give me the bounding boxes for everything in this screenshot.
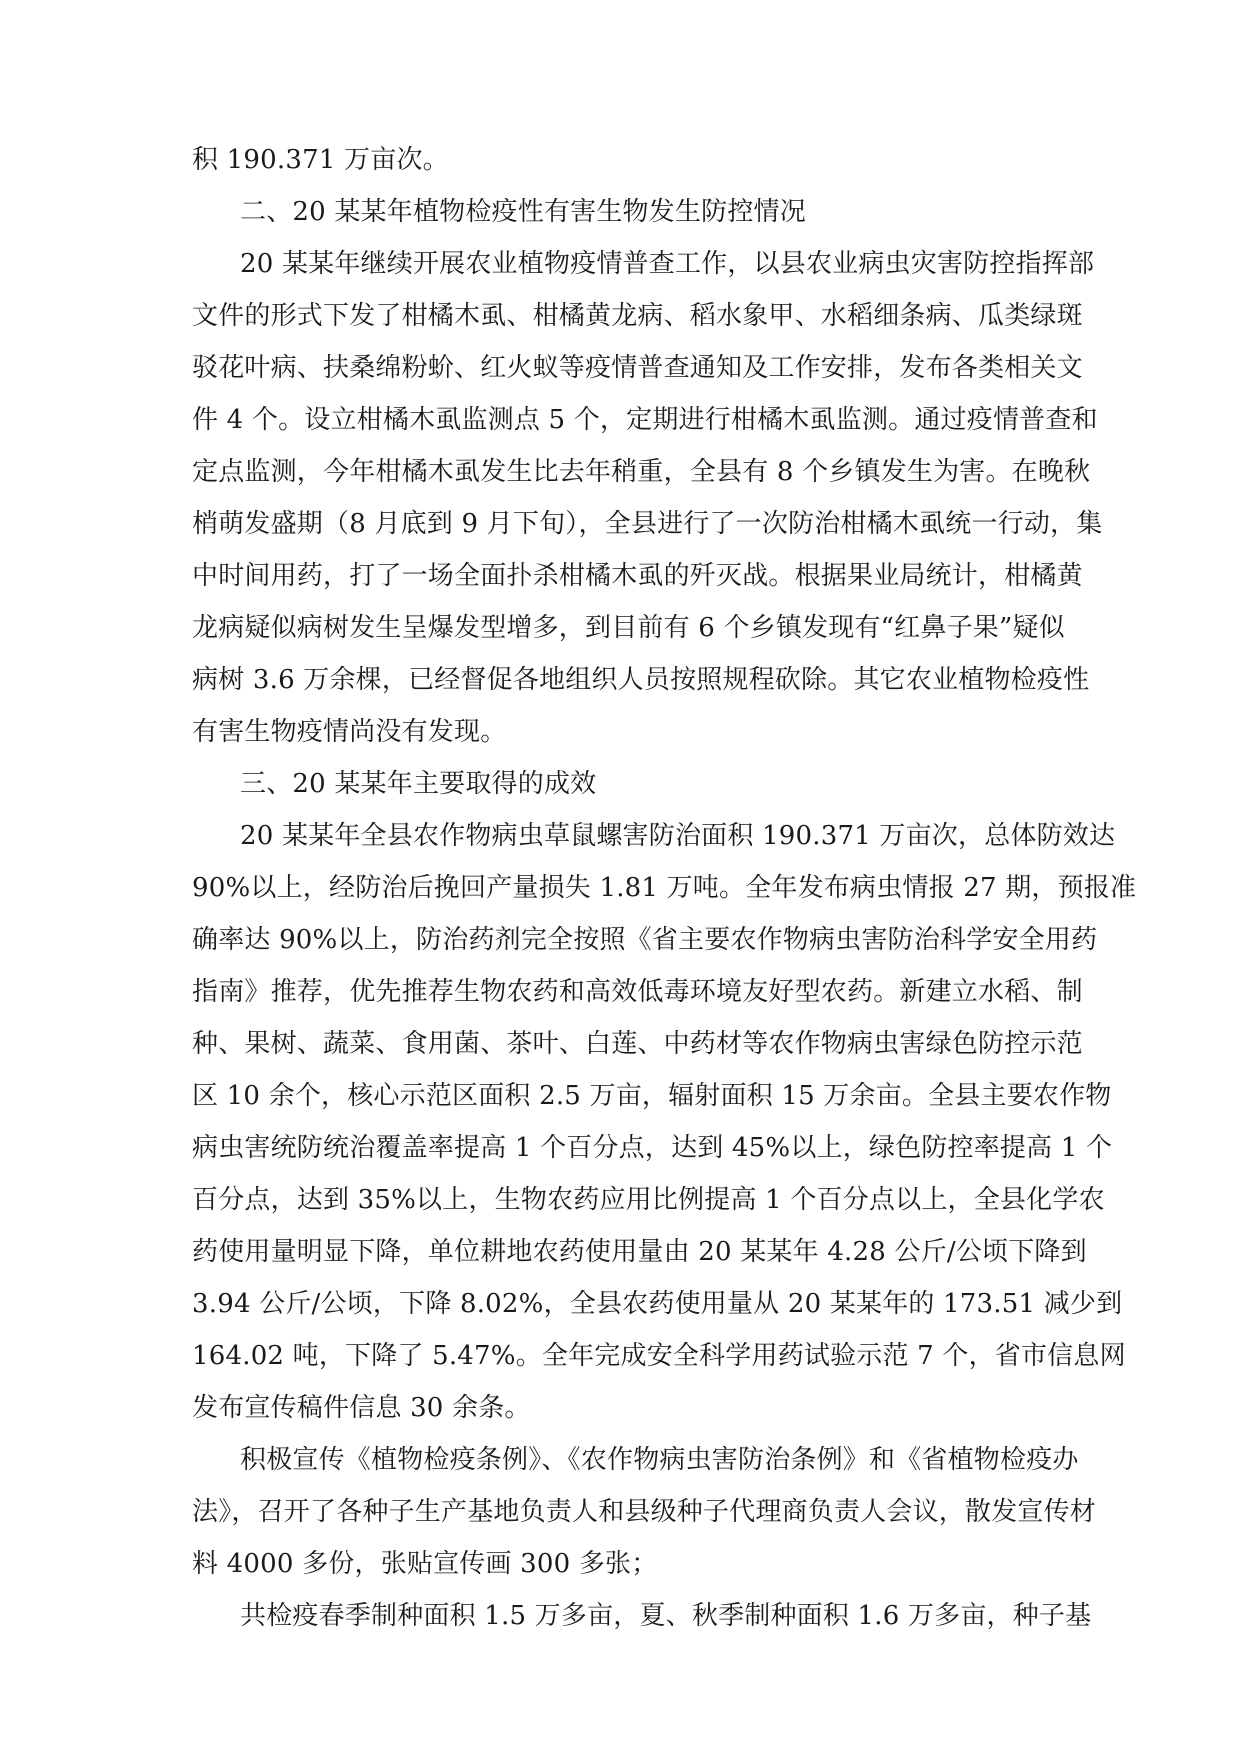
text-line: 病树 3.6 万余棵，已经督促各地组织人员按照规程砍除。其它农业植物检疫性 [192,665,1090,695]
text-line: 20 某某年继续开展农业植物疫情普查工作，以县农业病虫灾害防控指挥部 [240,249,1095,279]
section-heading-3: 三、20 某某年主要取得的成效 [240,769,597,799]
text-line: 3.94 公斤/公顷，下降 8.02%，全县农药使用量从 20 某某年的 173.51 减少到 [192,1289,1123,1319]
text-line: 20 某某年全县农作物病虫草鼠螺害防治面积 190.371 万亩次，总体防效达 [240,821,1116,851]
text-line: 指南》推荐，优先推荐生物农药和高效低毒环境友好型农药。新建立水稻、制 [192,977,1083,1007]
text-line: 种、果树、蔬菜、食用菌、茶叶、白莲、中药材等农作物病虫害绿色防控示范 [192,1029,1083,1059]
text-line: 中时间用药，打了一场全面扑杀柑橘木虱的歼灭战。根据果业局统计，柑橘黄 [192,561,1083,591]
text-line: 件 4 个。设立柑橘木虱监测点 5 个，定期进行柑橘木虱监测。通过疫情普查和 [192,405,1098,435]
text-line: 164.02 吨，下降了 5.47%。全年完成安全科学用药试验示范 7 个，省市信息网 [192,1341,1126,1371]
text-line: 有害生物疫情尚没有发现。 [192,717,507,747]
text-line: 积 190.371 万亩次。 [192,145,449,175]
text-line: 法》，召开了各种子生产基地负责人和县级种子代理商负责人会议，散发宣传材 [192,1497,1097,1527]
text-line: 驳花叶病、扶桑绵粉蚧、红火蚁等疫情普查通知及工作安排，发布各类相关文 [192,353,1083,383]
text-line: 发布宣传稿件信息 30 余条。 [192,1393,531,1423]
text-line: 定点监测，今年柑橘木虱发生比去年稍重，全县有 8 个乡镇发生为害。在晚秋 [192,457,1091,487]
section-heading-2: 二、20 某某年植物检疫性有害生物发生防控情况 [240,197,806,227]
text-line: 区 10 余个，核心示范区面积 2.5 万亩，辐射面积 15 万余亩。全县主要农作物 [192,1081,1112,1111]
text-line: 料 4000 多份，张贴宣传画 300 多张； [192,1549,658,1579]
text-line: 梢萌发盛期（8 月底到 9 月下旬），全县进行了一次防治柑橘木虱统一行动，集 [192,509,1103,539]
text-line: 百分点，达到 35%以上，生物农药应用比例提高 1 个百分点以上，全县化学农 [192,1185,1105,1215]
text-line: 龙病疑似病树发生呈爆发型增多，到目前有 6 个乡镇发现有“红鼻子果”疑似 [192,613,1065,643]
text-line: 积极宣传《植物检疫条例》、《农作物病虫害防治条例》和《省植物检疫办 [240,1445,1079,1475]
text-line: 共检疫春季制种面积 1.5 万多亩，夏、秋季制种面积 1.6 万多亩，种子基 [240,1601,1092,1631]
text-line: 药使用量明显下降，单位耕地农药使用量由 20 某某年 4.28 公斤/公顷下降到 [192,1237,1087,1267]
text-line: 文件的形式下发了柑橘木虱、柑橘黄龙病、稻水象甲、水稻细条病、瓜类绿斑 [192,301,1083,331]
text-line: 确率达 90%以上，防治药剂完全按照《省主要农作物病虫害防治科学安全用药 [192,925,1098,955]
text-line: 病虫害统防统治覆盖率提高 1 个百分点，达到 45%以上，绿色防控率提高 1 个 [192,1133,1113,1163]
text-line: 90%以上，经防治后挽回产量损失 1.81 万吨。全年发布病虫情报 27 期，预报准 [192,873,1137,903]
